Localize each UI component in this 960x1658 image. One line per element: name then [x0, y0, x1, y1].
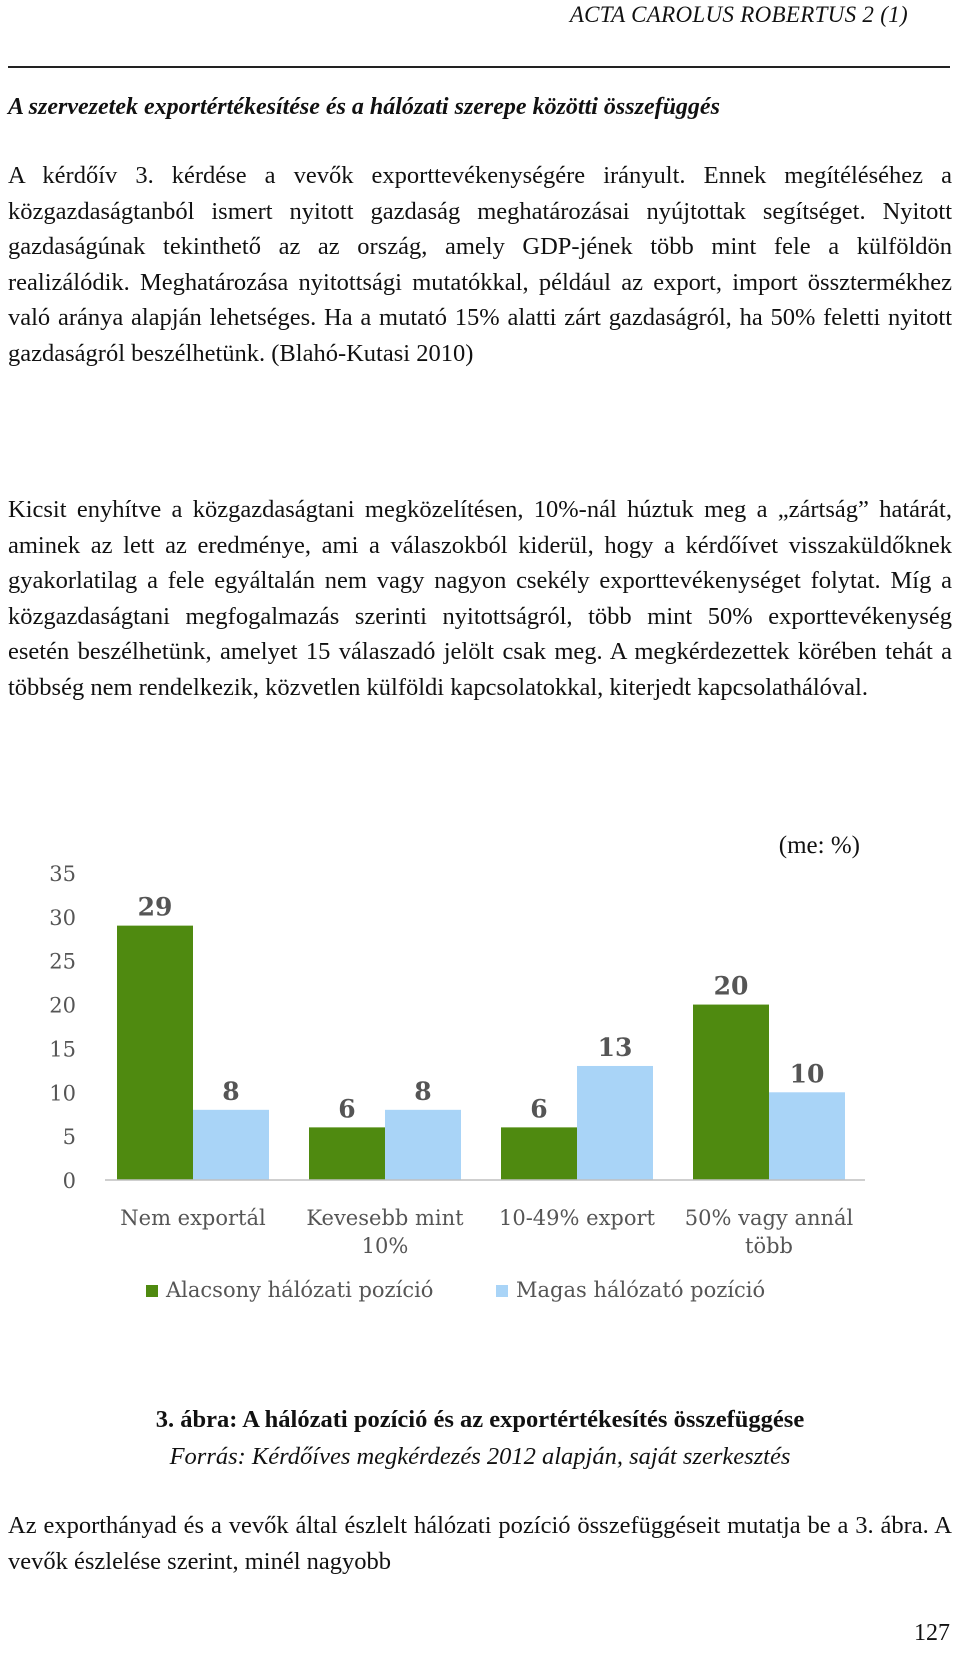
y-tick-label: 15 — [49, 1037, 76, 1062]
y-tick-label: 35 — [49, 862, 76, 886]
y-tick-label: 25 — [49, 949, 76, 974]
figure-caption-title: 3. ábra: A hálózati pozíció és az exportértékesítés összefüggése — [155, 1406, 805, 1433]
x-tick-label: 10-49% export — [498, 1206, 656, 1230]
bar-series2-1 — [193, 1110, 269, 1180]
legend-label: Alacsony hálózati pozíció — [166, 1278, 434, 1302]
bar-chart — [0, 858, 960, 1388]
header-rule — [8, 66, 950, 68]
data-label: 20 — [713, 971, 749, 1001]
bar-series1-2 — [309, 1127, 385, 1180]
data-label: 8 — [414, 1076, 432, 1106]
page-number: 127 — [914, 1620, 950, 1646]
y-tick-label: 0 — [62, 1169, 76, 1193]
x-tick-label: 50% vagy annál — [684, 1206, 854, 1230]
figure-caption-source: Forrás: Kérdőíves megkérdezés 2012 alapján, saját szerkesztés — [169, 1443, 791, 1470]
paragraph-2: Kicsit enyhítve a közgazdaságtani megközelítésen, 10%-nál húztuk meg a „zártság” határát, aminek az lett az eredménye, ami a válaszokból kiderül, hogy a kérdőívet visszaküldőknek gyakorlatilag a fele egyáltalán nem vagy nagyon csekély exporttevékenységet folytat. Míg a közgazdaságtani megfogalmazás szerinti nyitottságról, több mint 50% exporttevékenység esetén beszélhetünk, amelyet 15 válaszadó jelölt csak meg. A megkérdezettek körében tehát a többség nem rendelkezik, közvetlen külföldi kapcsolatokkal, kiterjedt kapcsolathálóval. — [8, 496, 952, 701]
paragraph-3: Az exporthányad és a vevők által észlelt hálózati pozíció összefüggéseit mutatja be a 3. ábra. A vevők észlelése szerint, minél nagyobb — [8, 1512, 952, 1575]
y-tick-label: 30 — [49, 905, 76, 930]
bar-series1-3 — [501, 1127, 577, 1180]
bar-series1-1 — [117, 926, 193, 1180]
y-tick-label: 10 — [49, 1081, 76, 1106]
data-label: 29 — [137, 892, 173, 922]
data-label: 8 — [222, 1076, 240, 1106]
x-tick-label: több — [745, 1234, 793, 1258]
bar-series2-2 — [385, 1110, 461, 1180]
data-label: 6 — [530, 1094, 548, 1124]
legend-label: Magas hálózató pozíció — [516, 1278, 766, 1302]
figure-unit-label: (me: %) — [778, 832, 860, 859]
bar-series1-4 — [693, 1005, 769, 1180]
section-title: A szervezetek exportértékesítése és a hálózati szerepe közötti összefüggés — [8, 94, 720, 120]
y-tick-label: 5 — [62, 1125, 76, 1150]
x-tick-label: 10% — [361, 1234, 409, 1258]
paragraph-1: A kérdőív 3. kérdése a vevők exporttevékenységére irányult. Ennek megítéléséhez a közgazdaságtanból ismert nyitott gazdaság meghatározásai nyújtottak segítséget. Nyitott gazdaságúnak tekinthető az az ország, amely GDP-jének több mint fele a külföldön realizálódik. Meghatározása nyitottsági mutatókkal, például az export, import össztermékhez való aránya alapján lehetséges. Ha a mutató 15% alatti zárt gazdaságról, ha 50% feletti nyitott gazdaságról beszélhetünk. (Blahó-Kutasi 2010) — [8, 162, 952, 367]
data-label: 10 — [789, 1059, 825, 1089]
y-tick-label: 20 — [49, 993, 76, 1018]
running-header: ACTA CAROLUS ROBERTUS 2 (1) — [569, 2, 908, 27]
x-tick-label: Kevesebb mint — [306, 1206, 464, 1230]
x-tick-label: Nem exportál — [120, 1206, 266, 1230]
data-label: 6 — [338, 1094, 356, 1124]
legend-swatch — [496, 1285, 508, 1297]
bar-series2-3 — [577, 1066, 653, 1180]
legend-swatch — [146, 1285, 158, 1297]
data-label: 13 — [597, 1032, 633, 1062]
bar-series2-4 — [769, 1092, 845, 1180]
